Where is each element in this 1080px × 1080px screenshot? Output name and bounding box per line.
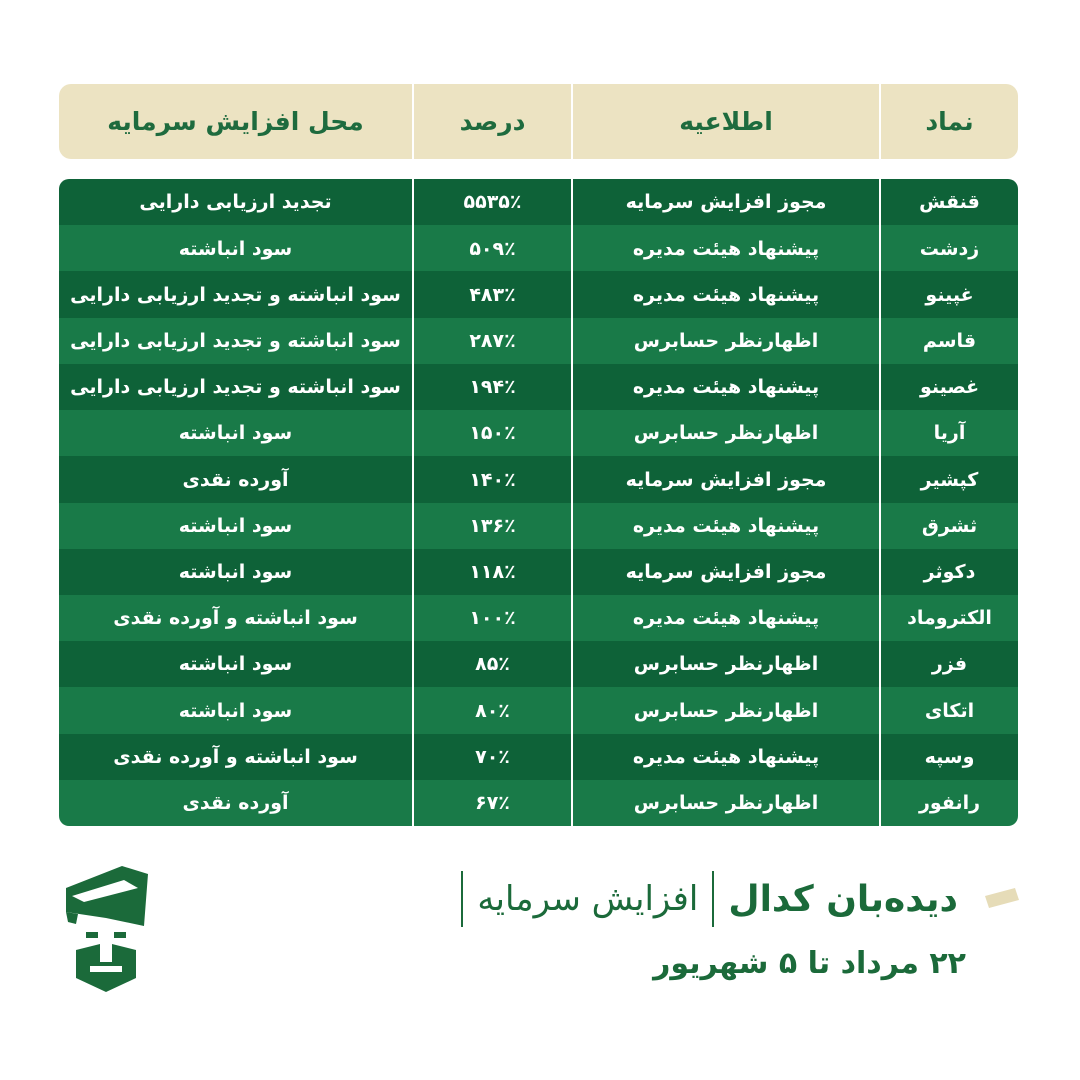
cell-percent: ۱۱۸٪ — [469, 561, 516, 584]
header-divider — [571, 84, 573, 159]
cell-capital-source: سود انباشته — [178, 422, 293, 445]
cell-percent: ۷۰٪ — [475, 745, 510, 768]
table-row — [59, 410, 1018, 457]
table-row — [59, 687, 1018, 734]
cell-symbol: رانفور — [918, 792, 981, 815]
cell-capital-source: سود انباشته و تجدید ارزیابی دارایی — [70, 329, 401, 352]
column-divider — [412, 179, 414, 826]
title-divider — [461, 871, 463, 927]
cell-symbol: قاسم — [922, 329, 977, 352]
column-divider — [879, 179, 881, 826]
header-divider — [879, 84, 881, 159]
table-row — [59, 503, 1018, 550]
header-capital-source: محل افزایش سرمایه — [107, 107, 364, 136]
cell-announcement: پیشنهاد هیئت مدیره — [632, 237, 820, 260]
table-row — [59, 318, 1018, 365]
cell-announcement: پیشنهاد هیئت مدیره — [632, 514, 820, 537]
cell-percent: ۱۴۰٪ — [469, 468, 516, 491]
cell-percent: ۱۵۰٪ — [469, 422, 516, 445]
cell-symbol: اتکای — [924, 699, 975, 722]
cell-symbol: فزر — [931, 653, 968, 676]
cell-symbol: غصینو — [919, 376, 980, 399]
cell-announcement: اظهارنظر حسابرس — [633, 329, 819, 352]
cell-percent: ۱۳۶٪ — [469, 514, 516, 537]
table-row — [59, 780, 1018, 826]
cell-symbol: کپشیر — [920, 468, 979, 491]
header-symbol: نماد — [925, 107, 974, 136]
cell-announcement: اظهارنظر حسابرس — [633, 792, 819, 815]
cell-symbol: قنقش — [919, 191, 980, 214]
cell-symbol: زدشت — [919, 237, 980, 260]
cell-percent: ۶۷٪ — [475, 792, 510, 815]
cell-capital-source: آورده نقدی — [182, 792, 289, 815]
cell-percent: ۵۵۳۵٪ — [463, 191, 522, 214]
cell-capital-source: سود انباشته و تجدید ارزیابی دارایی — [70, 283, 401, 306]
bearded-face-logo-icon — [64, 866, 148, 994]
cell-announcement: اظهارنظر حسابرس — [633, 653, 819, 676]
column-divider — [571, 179, 573, 826]
cell-capital-source: سود انباشته — [178, 237, 293, 260]
cell-capital-source: سود انباشته و تجدید ارزیابی دارایی — [70, 376, 401, 399]
cell-capital-source: سود انباشته و آورده نقدی — [113, 745, 358, 768]
header-divider — [412, 84, 414, 159]
date-range: ۲۲ مرداد تا ۵ شهریور — [653, 946, 966, 981]
cell-symbol: ثشرق — [921, 514, 978, 537]
cell-announcement: مجوز افزایش سرمایه — [625, 561, 827, 584]
cell-percent: ۸۰٪ — [475, 699, 510, 722]
cell-percent: ۵۰۹٪ — [469, 237, 516, 260]
pennant-accent-icon — [985, 886, 1019, 910]
cell-announcement: پیشنهاد هیئت مدیره — [632, 376, 820, 399]
cell-capital-source: سود انباشته — [178, 653, 293, 676]
cell-capital-source: سود انباشته و آورده نقدی — [113, 607, 358, 630]
cell-announcement: پیشنهاد هیئت مدیره — [632, 607, 820, 630]
table-row — [59, 179, 1018, 226]
brand-name: دیده‌بان کدال — [728, 878, 958, 920]
cell-announcement: مجوز افزایش سرمایه — [625, 191, 827, 214]
table-header — [59, 84, 1018, 159]
capital-increase-table — [59, 179, 1018, 826]
cell-announcement: پیشنهاد هیئت مدیره — [632, 745, 820, 768]
footer-title — [461, 871, 958, 927]
header-percent: درصد — [459, 107, 526, 136]
cell-percent: ۸۵٪ — [475, 653, 510, 676]
table-row — [59, 549, 1018, 596]
cell-percent: ۴۸۳٪ — [469, 283, 516, 306]
cell-capital-source: تجدید ارزیابی دارایی — [139, 191, 332, 214]
cell-percent: ۲۸۷٪ — [469, 329, 516, 352]
table-row — [59, 456, 1018, 503]
cell-announcement: اظهارنظر حسابرس — [633, 699, 819, 722]
table-row — [59, 225, 1018, 272]
cell-symbol: الکتروماد — [907, 607, 992, 630]
table-row — [59, 641, 1018, 688]
cell-percent: ۱۰۰٪ — [469, 607, 516, 630]
cell-symbol: غپینو — [925, 283, 974, 306]
table-row — [59, 271, 1018, 318]
table-row — [59, 595, 1018, 642]
cell-symbol: آریا — [933, 422, 966, 445]
cell-announcement: پیشنهاد هیئت مدیره — [632, 283, 820, 306]
cell-capital-source: سود انباشته — [178, 514, 293, 537]
cell-symbol: وسپه — [924, 745, 975, 768]
header-announcement: اطلاعیه — [679, 107, 773, 136]
cell-capital-source: سود انباشته — [178, 699, 293, 722]
cell-capital-source: آورده نقدی — [182, 468, 289, 491]
cell-symbol: دکوثر — [923, 561, 976, 584]
topic-label: افزایش سرمایه — [477, 879, 699, 919]
cell-capital-source: سود انباشته — [178, 561, 293, 584]
table-row — [59, 364, 1018, 411]
cell-percent: ۱۹۴٪ — [469, 376, 516, 399]
title-divider — [712, 871, 714, 927]
cell-announcement: مجوز افزایش سرمایه — [625, 468, 827, 491]
table-row — [59, 734, 1018, 781]
cell-announcement: اظهارنظر حسابرس — [633, 422, 819, 445]
